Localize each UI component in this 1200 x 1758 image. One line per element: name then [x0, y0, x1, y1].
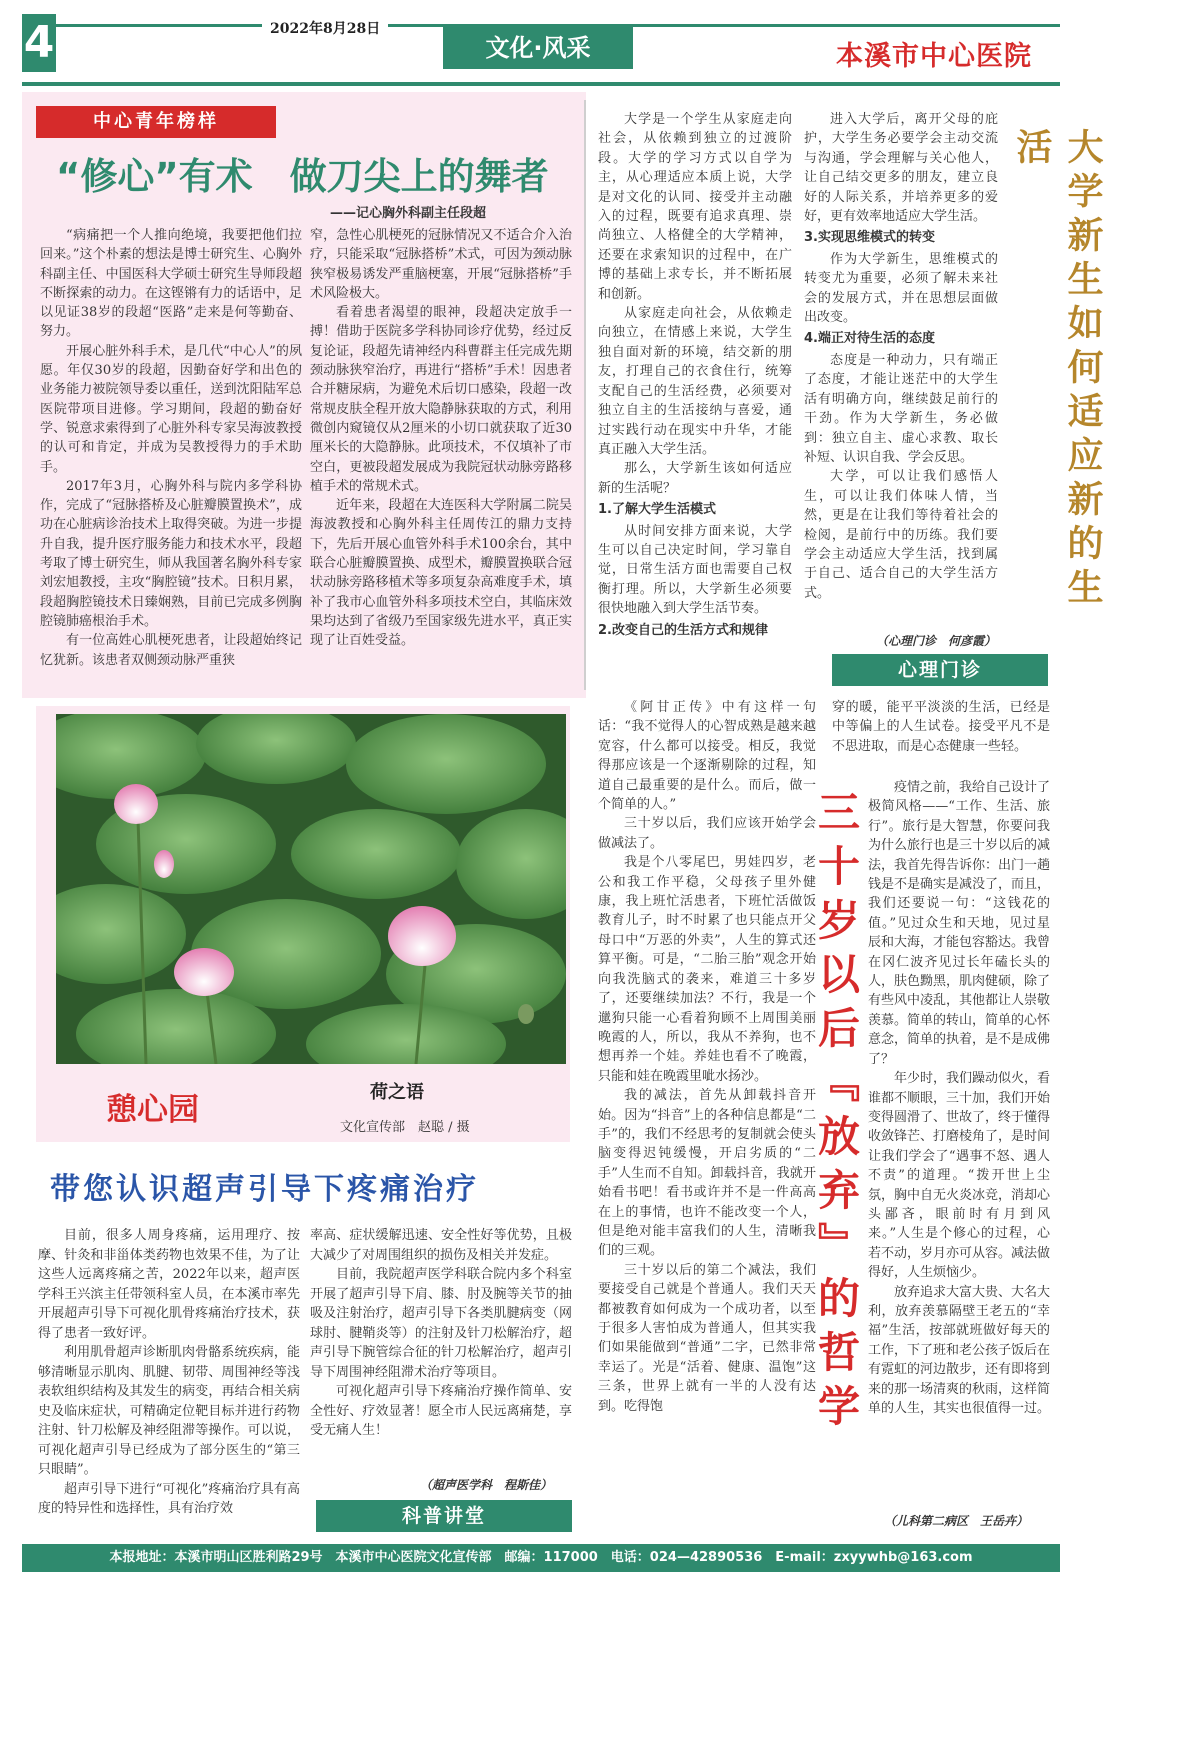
lotus-photo [56, 714, 566, 1064]
article1-headline: “修心”有术 做刀尖上的舞者 [56, 155, 549, 198]
article3-tag [832, 654, 1048, 686]
article3-col1 [598, 110, 792, 642]
paragraph: 疫情之前，我给自己设计了极简风格——“工作、生活、旅行”。旅行是大智慧，你要问我为什么旅行也是三十岁以后的减法，我首先得告诉你：出门一趟钱是不是确实是减没了，而且，我们还要说一句：“这钱花的值。”见过众生和天地，见过星辰和大海，才能包容豁达。我曾在冈仁波齐见过长年磕长头的人，肤色黝黑，肌肉健硕，除了有些风中凌乱，其他都让人崇敬羡慕。简单的转山，简单的心怀意念，简单的执着，是不是成佛了？ [868, 780, 1051, 1067]
article3-author: （心理门诊 何彦霞） [876, 634, 997, 648]
article4-vertical-title: 三十岁以后『放弃』的哲学 [812, 790, 861, 1438]
page-number-box [22, 14, 56, 72]
paragraph: 开展心脏外科手术，是几代“中心人”的夙愿。年仅30岁的段超，因勤奋好学和出色的业务能力被院领导委以重任，送到沈阳陆军总医院带项目进修。学习期间，段超的勤奋好学、锐意求索得到了心脏外科专家吴海波教授的认可和肯定，并成为吴教授得力的手术助手。 [40, 343, 302, 475]
article4-author: （儿科第二病区 王岳卉） [884, 1514, 1029, 1528]
paragraph: 作为大学新生，思维模式的转变尤为重要，必须了解未来社会的发展方式，并在思想层面做出改变。 [804, 251, 998, 326]
photo-title: 荷之语 [370, 1082, 424, 1103]
paragraph: 年少时，我们躁动似火，看谁都不顺眼，三十加，我们开始变得圆滑了、世故了，终于懂得收敛锋芒、打磨棱角了，是时间让我们学会了“遇事不怒、遇人不责”的道理。“拨开世上尘氛，胸中自无火炎冰竞，消却心头鄙吝，眼前时有月到风来。”人生是个修心的过程，心若不动，岁月亦可从容。减法做得好，人生烦恼少。 [868, 1071, 1051, 1281]
article1-col1 [40, 226, 302, 670]
article3-subheading-1: 1.了解大学生活模式 [598, 502, 716, 518]
article1-col2 [310, 226, 572, 651]
article4-col2b [868, 778, 1050, 1418]
article3-subheading-4: 4.端正对待生活的态度 [804, 331, 935, 347]
article3-subheading-3: 3.实现思维模式的转变 [804, 230, 935, 246]
paragraph: 利用肌骨超声诊断肌肉骨骼系统疾病，能够清晰显示肌肉、肌腱、韧带、周围神经等浅表软组织结构及其发生的病变，再结合相关病史及临床症状，可精确定位靶目标并进行药物注射、针刀松解及神经阻滞等操作。可以说，可视化超声引导已经成为了部分医生的“第三只眼睛”。 [38, 1345, 300, 1477]
paragraph: 大学，可以让我们感悟人生，可以让我们体味人情，当然，更是在让我们等待着社会的检阅，是前行中的历练。我们要学会主动适应大学生活，找到属于自己、适合自己的大学生活方式。 [804, 469, 998, 601]
paragraph: 三十岁以后，我们应该开始学会做减法了。 [598, 816, 816, 851]
paragraph: 窄，急性心肌梗死的冠脉情况又不适合介入治疗，只能采取“冠脉搭桥”术式，可因为颈动脉狭窄极易诱发严重脑梗塞，开展“冠脉搭桥”手术风险极大。 [310, 228, 572, 301]
paragraph: 大学是一个学生从家庭走向社会，从依赖到独立的过渡阶段。大学的学习方式以自学为主，从心理适应本质上说，大学是对文化的认同、接受并主动融入的过程，既要有追求真理、崇尚独立、人格健全的大学精神，还要在求索知识的过程中，在广博的基础上求专长，并不断拓展和创新。 [598, 112, 792, 302]
paragraph: 进入大学后，离开父母的庇护，大学生务必要学会主动交流与沟通，学会理解与关心他人，让自己结交更多的朋友，建立良好的人际关系，并培养更多的爱好，更有效率地适应大学生活。 [804, 112, 998, 225]
issue-date: 2022年8月28日 [262, 18, 388, 38]
article2-col2 [310, 1226, 572, 1441]
article4-col2a [832, 698, 1050, 756]
paragraph: 有一位高姓心肌梗死患者，让段超始终记忆犹新。该患者双侧颈动脉严重狭 [40, 633, 302, 668]
article2-author: （超声医学科 程斯佳） [420, 1478, 553, 1492]
article1-subhead: ——记心胸外科副主任段超 [330, 206, 487, 221]
column-divider-right [584, 100, 586, 690]
article3-col2 [804, 110, 998, 603]
paragraph: “病痛把一个人推向绝境，我要把他们拉回来。”这个朴素的想法是博士研究生、心胸外科副主任、中国医科大学硕士研究生导师段超不断探索的动力。在这铿锵有力的话语中，足以见证38岁的段超“医路”走来是何等勤奋、努力。 [40, 228, 302, 340]
paragraph: 从家庭走向社会，从依赖走向独立，在情感上来说，大学生独自面对新的环境，结交新的朋友，打理自己的衣食住行，统筹支配自己的生活经费，必须要对独立自主的生活接纳与喜爱，通过实践行动在现实中升华，才能真正融入大学生活。 [598, 306, 792, 457]
article3-vertical-title: 大学新生如何适应新的生活 [1011, 128, 1103, 612]
paragraph: 《阿甘正传》中有这样一句话：“我不觉得人的心智成熟是越来越宽容，什么都可以接受。相反，我觉得那应该是一个逐渐剔除的过程，知道自己最重要的是什么。而后，做一个简单的人。” [598, 700, 816, 813]
header-bottom-rule [22, 82, 1060, 86]
article2-tag [316, 1500, 572, 1532]
paragraph: 近年来，段超在大连医科大学附属二院吴海波教授和心胸外科主任周传江的鼎力支持下，先后开展心血管外科手术100余台，其中联合心脏瓣膜置换、成型术，瓣膜置换联合冠状动脉旁路移植术等多项复杂高难度手术，填补了我市心血管外科多项技术空白，其临床效果均达到了省级乃至国家级先进水平，真正实现了让百姓受益。 [310, 498, 572, 649]
paragraph: 那么，大学新生该如何适应新的生活呢？ [598, 461, 792, 496]
article1-tag [36, 106, 276, 138]
article3-tag-text: 心理门诊 [897, 659, 982, 681]
paragraph: 率高、症状缓解迅速、安全性好等优势，且极大减少了对周围组织的损伤及相关并发症。 [310, 1228, 572, 1263]
paragraph: 目前，很多人周身疼痛，运用理疗、按摩、针灸和非甾体类药物也效果不佳，为了让这些人远离疼痛之苦，2022年以来，超声医学科王兴滨主任带领科室人员，在本溪市率先开展超声引导下可视化肌骨疼痛治疗技术，获得了患者一致好评。 [38, 1228, 300, 1341]
paragraph: 穿的暖，能平平淡淡的生活，已经是中等偏上的人生试卷。接受平凡不是不思进取，而是心态健康一些轻。 [832, 700, 1050, 754]
paragraph: 超声引导下进行“可视化”疼痛治疗具有高度的特异性和选择性，具有治疗效 [38, 1481, 300, 1516]
paragraph: 看着患者渴望的眼神，段超决定放手一搏！借助于医院多学科协同诊疗优势，经过反复论证，段超先请神经内科曹群主任完成先期颈动脉狭窄治疗，再进行“搭桥”手术！因患者合并糖尿病，为避免术后切口感染，段超一改常规皮肤全程开放大隐静脉获取的方式，利用微创内窥镜仅从2厘米的小切口就获取了近30厘米长的大隐静脉。此项技术，不仅填补了市空白，更被段超发展成为我院冠状动脉旁路移植手术的常规术式。 [310, 305, 572, 494]
article2-headline: 带您认识超声引导下疼痛治疗 [50, 1172, 479, 1207]
photo-credit: 文化宣传部 赵聪 / 摄 [340, 1120, 470, 1135]
article2-tag-text: 科普讲堂 [401, 1505, 486, 1527]
masthead: 本溪市中心医院 [836, 41, 1032, 72]
section-banner [443, 27, 633, 69]
paragraph: 我的减法，首先从卸载抖音开始。因为“抖音”上的各种信息都是“二手”的，我们不经思考的复制就会使头脑变得迟钝缓慢，开启劣质的“二手”人生而不自知。卸载抖音，我就开始看书吧！看书或许并不是一件高高在上的事情，也许不能改变一个人，但是绝对能丰富我们的人生，清晰我们的三观。 [598, 1088, 816, 1259]
photo-corner-title: 憩心园 [106, 1092, 199, 1128]
paragraph: 放弃追求大富大贵、大名大利，放弃羡慕隔壁王老五的“幸福”生活，按部就班做好每天的工作，下了班和老公孩子饭后在有霓虹的河边散步，还有即将到来的那一场清爽的秋雨，这样简单的人生，其实也很值得一过。 [868, 1284, 1051, 1416]
paragraph: 我是个八零尾巴，男娃四岁，老公和我工作平稳，父母孩子里外健康，我上班忙活患者，下班忙活做饭教育儿子，时不时累了也只能点开父母口中“万恶的外卖”，人生的算式还算平衡。可是，“二胎三胎”观念开始向我洗脑式的袭来，难道三十多岁了，还要继续加法？不行，我是一个邋狗只能一心看着狗顾不上周围美丽晚霞的人，所以，我从不养狗，也不想再养一个娃。养娃也看不了晚霞，只能和娃在晚霞里呲水扬沙。 [598, 855, 816, 1084]
article4-col1 [598, 698, 816, 1416]
article1-tag-text: 中心青年榜样 [93, 111, 219, 132]
paragraph: 2017年3月，心胸外科与院内多学科协作，完成了“冠脉搭桥及心脏瓣膜置换术”，成功在心脏病诊治技术上取得突破。为进一步提升自我，提升医疗服务能力和技术水平，段超考取了博士研究生，师从我国著名胸外科专家刘宏旭教授，主攻“胸腔镜”技术。日积月累，段超胸腔镜技术日臻娴熟，目前已完成多例胸腔镜肺癌根治手术。 [40, 478, 302, 629]
paragraph: 目前，我院超声医学科联合院内多个科室开展了超声引导下肩、膝、肘及腕等关节的抽吸及注射治疗，超声引导下各类肌腱病变（网球肘、腱鞘炎等）的注射及针刀松解治疗，超声引导下腕管综合征的针刀松解治疗，超声引导下周围神经阻滞术治疗等项目。 [310, 1267, 572, 1380]
article3-subheading-2: 2.改变自己的生活方式和规律 [598, 622, 768, 638]
paragraph: 三十岁以后的第二个减法，我们要接受自己就是个普通人。我们天天都被教育如何成为一个成功者，以至于很多人害怕成为普通人，但其实我们如果能做到“普通”二字，已然非常幸运了。光是“活着、健康、温饱”这三条，世界上就有一半的人没有达到。吃得饱 [598, 1262, 816, 1414]
footer-text: 本报地址：本溪市明山区胜利路29号 本溪市中心医院文化宣传部 邮编：117000 电话：024—42890536 E-mail：zxyywhb@163.com [109, 1550, 973, 1565]
paragraph: 态度是一种动力，只有端正了态度，才能让迷茫中的大学生活有明确方向，继续鼓足前行的干劲。作为大学新生，务必做到：独立自主、虚心求教、取长补短、认识自我、学会反思。 [804, 352, 998, 465]
section-title: 文化·风采 [485, 34, 591, 62]
paragraph: 从时间安排方面来说，大学生可以自己决定时间，学习靠自觉，日常生活方面也需要自己权衡打理。所以，大学新生必须要很快地融入到大学生活节奏。 [598, 523, 792, 617]
paragraph: 可视化超声引导下疼痛治疗操作简单、安全性好、疗效显著！愿全市人民远离痛楚，享受无痛人生！ [310, 1384, 572, 1438]
footer-bar [22, 1544, 1060, 1572]
page-number: 4 [23, 17, 55, 68]
lotus-photo-art [56, 714, 566, 1064]
article2-col1 [38, 1226, 300, 1519]
